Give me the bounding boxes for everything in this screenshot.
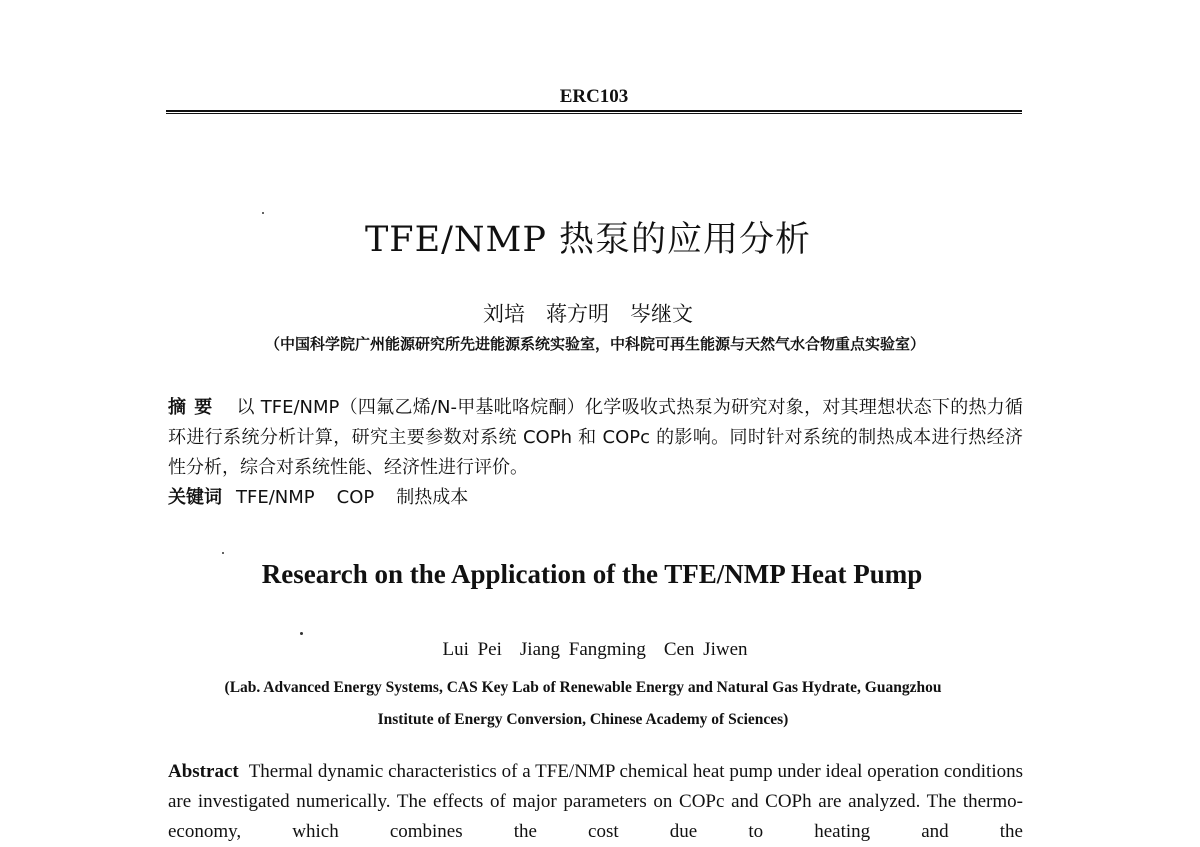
author-name: Cen Jiwen [663, 639, 748, 660]
author-name: Jiang Fangming [519, 639, 646, 660]
keyword: COP [336, 487, 375, 508]
chinese-keywords-label: 关键词 [168, 487, 222, 508]
english-abstract-text: Thermal dynamic characteristics of a TFE/NMP chemical heat pump under ideal operation conditions are investigated numerically. The effects of major parameters on COPc and COPh are analyzed. The thermo-economy, which combines the cost due to heating and the [168, 761, 1023, 842]
english-abstract [168, 757, 1023, 847]
chinese-keywords [168, 483, 1023, 513]
chinese-abstract-text: 以 TFE/NMP（四氟乙烯/N-甲基吡咯烷酮）化学吸收式热泵为研究对象，对其理想状态下的热力循环进行系统分析计算，研究主要参数对系统 COPh 和 COPc 的影响。同时针对系统的制热成本进行热经济性分析，综合对系统性能、经济性进行评价。 [168, 397, 1024, 478]
chinese-title: TFE/NMP 热泵的应用分析 [364, 220, 812, 260]
scan-speck [262, 212, 264, 214]
keyword: 制热成本 [396, 487, 469, 508]
english-abstract-label: Abstract [168, 761, 239, 782]
chinese-abstract-label: 摘要 [168, 397, 221, 418]
header-rule [166, 110, 1022, 114]
scan-speck [222, 552, 224, 554]
english-affiliation-line: Institute of Energy Conversion, Chinese Academy of Sciences) [377, 711, 789, 728]
keyword: TFE/NMP [236, 487, 315, 508]
chinese-abstract [168, 393, 1023, 513]
chinese-abstract-paragraph [168, 393, 1023, 483]
english-affiliation-line: (Lab. Advanced Energy Systems, CAS Key Lab of Renewable Energy and Natural Gas Hydrate, Guangzhou [224, 679, 942, 696]
english-title: Research on the Application of the TFE/NMP Heat Pump [261, 559, 923, 589]
chinese-affiliation: （中国科学院广州能源研究所先进能源系统实验室，中科院可再生能源与天然气水合物重点实验室） [264, 335, 925, 353]
chinese-authors: 刘培 蒋方明 岑继文 [483, 302, 693, 326]
author-name: Lui Pei [442, 639, 502, 660]
english-affiliation [0, 672, 1166, 736]
english-authors [0, 639, 1190, 661]
paper-code: ERC103 [559, 86, 629, 107]
scan-speck [300, 632, 303, 635]
